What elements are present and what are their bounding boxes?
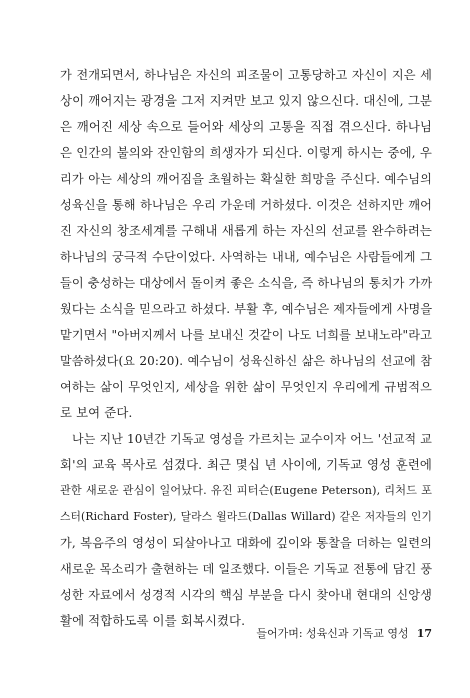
page-number: 17 (416, 627, 432, 640)
text-line: 가, 복음주의 영성이 되살아나고 대화에 깊이와 통찰을 더하는 일련의 (60, 536, 432, 550)
page-footer (256, 627, 432, 641)
text-line: 성육신을 통해 하나님은 우리 가운데 거하셨다. 이것은 선하지만 깨어 (60, 198, 432, 212)
text-line: 로 보여 준다. (60, 405, 133, 420)
running-title: 들어가며: 성육신과 기독교 영성 (256, 627, 409, 640)
text-line: 맡기면서 "아버지께서 나를 보내신 것같이 나도 너희를 보내노라"라고 (60, 328, 432, 342)
text-line: 상이 깨어지는 광경을 그저 지켜만 보고 있지 않으신다. 대신에, 그분 (60, 93, 432, 108)
text-line: 회'의 교육 목사로 섬겼다. 최근 몇십 년 사이에, 기독교 영성 훈련에 (60, 457, 432, 472)
text-line: 관한 새로운 관심이 일어났다. 유진 피터슨(Eugene Peterson), 리처드 포 (60, 484, 432, 497)
text-line: 말씀하셨다(요 20:20). 예수님이 성육신하신 삶은 하나님의 선교에 참 (60, 354, 432, 368)
text-line: 나는 지난 10년간 기독교 영성을 가르치는 교수이자 어느 '선교적 교 (72, 432, 432, 446)
text-line: 스터(Richard Foster), 달라스 윌라드(Dallas Willard) 같은 저자들의 인기 (60, 510, 432, 523)
paragraph-1 (60, 62, 432, 426)
text-line: 진 자신의 창조세계를 구해내 새롭게 하는 자신의 선교를 완수하려는 (60, 223, 432, 238)
text-line: 새로운 목소리가 출현하는 데 일조했다. 이들은 기독교 전통에 담긴 풍 (60, 562, 433, 576)
body-text (60, 62, 432, 634)
text-line: 은 인간의 불의와 잔인함의 희생자가 되신다. 이렇게 하시는 중에, 우 (60, 145, 432, 160)
text-line: 들이 충성하는 대상에서 돌이켜 좋은 소식을, 즉 하나님의 통치가 가까 (60, 276, 433, 290)
text-line: 여하는 삶이 무엇인지, 세상을 위한 삶이 무엇인지 우리에게 규범적으 (60, 380, 432, 394)
text-line: 리가 아는 세상의 깨어짐을 초월하는 확실한 희망을 주신다. 예수님의 (60, 172, 432, 186)
text-line: 은 깨어진 세상 속으로 들어와 세상의 고통을 직접 겪으신다. 하나님 (60, 119, 432, 134)
text-line: 웠다는 소식을 믿으라고 하셨다. 부활 후, 예수님은 제자들에게 사명을 (60, 302, 433, 316)
text-line: 활에 적합하도록 이를 회복시켰다. (60, 613, 246, 628)
paragraph-2 (60, 426, 432, 634)
text-line: 가 전개되면서, 하나님은 자신의 피조물이 고통당하고 자신이 지은 세 (60, 68, 432, 82)
text-line: 성한 자료에서 성경적 시각의 핵심 부분을 다시 찾아내 현대의 신앙생 (60, 588, 432, 602)
text-line: 하나님의 궁극적 수단이었다. 사역하는 내내, 예수님은 사람들에게 그 (60, 250, 432, 264)
